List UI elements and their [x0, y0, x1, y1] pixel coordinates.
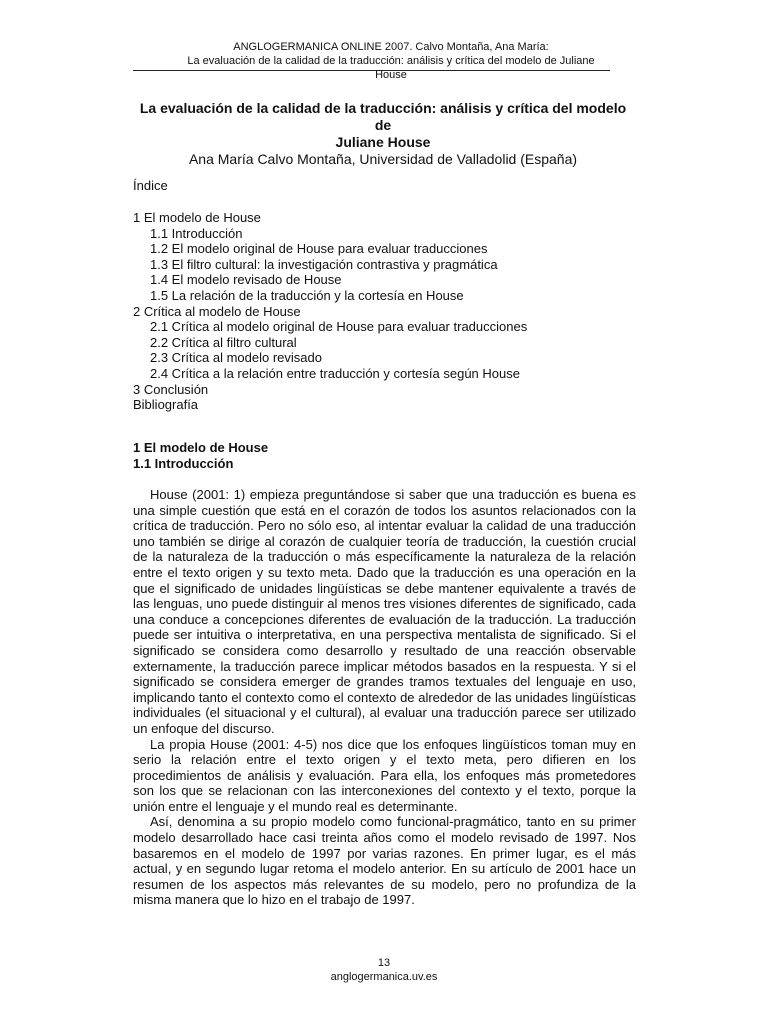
toc-item: 2.4 Crítica a la relación entre traducción y cortesía según House	[150, 365, 520, 381]
section-heading	[133, 440, 268, 471]
body-paragraph: La propia House (2001: 4-5) nos dice que los enfoques lingüísticos toman muy en serio la relación entre el texto origen y el texto meta, pero difieren en los procedimientos de análisis y evaluación. Para ella, los enfoques más prometedores son los que se relacionan con las interconexiones del contexto y el texto, porque la unión entre el lenguaje y el mundo real es determinante.	[133, 736, 636, 814]
article-title-line1: La evaluación de la calidad de la traducción: análisis y crítica del modelo de	[139, 100, 627, 133]
toc-item: 2.2 Crítica al filtro cultural	[150, 334, 297, 350]
body-paragraph: House (2001: 1) empieza preguntándose si saber que una traducción es buena es una simple cuestión que está en el corazón de todos los asuntos relacionados con la crítica de traducción. Pero no sólo eso, al intentar evaluar la calidad de una traducción uno también se dirige al corazón de cualquier teoría de traducción, la cuestión crucial de la naturaleza de la traducción o más específicamente la naturaleza de la relación entre el texto origen y su texto meta. Dado que la traducción es una operación en la que el significado de unidades lingüísticas se debe mantener equivalente a través de las lenguas, uno puede distinguir al menos tres visiones diferentes de significado, cada una conduce a concepciones diferentes de evaluación de la traducción. La traducción puede ser intuitiva o interpretativa, en una perspectiva mentalista de significado. Si el significado se considera como desarrollo y resultado de una reacción observable externamente, la traducción parece implicar métodos basados en la respuesta. Y si el significado se considera emerger de grandes tramos textuales del lenguaje en uso, implicando tanto el contexto como el contexto de alrededor de las unidades lingüísticas individuales (el situacional y el cultural), al evaluar una traducción parece ser utilizado un enfoque del discurso.	[133, 487, 636, 736]
header-article-line: La evaluación de la calidad de la traducción: análisis y crítica del modelo de Juliane House	[187, 55, 595, 81]
toc-item: Bibliografía	[133, 397, 199, 413]
toc-heading: Índice	[133, 178, 168, 193]
section-heading-sub: 1.1 Introducción	[133, 455, 234, 471]
toc-item: 2.3 Crítica al modelo revisado	[150, 350, 322, 366]
author-affiliation: Ana María Calvo Montaña, Universidad de Valladolid (España)	[188, 151, 578, 167]
toc-item: 1.4 El modelo revisado de House	[150, 272, 342, 288]
footer-site: anglogermanica.uv.es	[330, 971, 438, 983]
page-number: 13	[377, 957, 391, 969]
toc-item: 1.1 Introducción	[150, 225, 243, 241]
toc-item: 2 Crítica al modelo de House	[133, 303, 301, 319]
toc-item: 1.5 La relación de la traducción y la cortesía en House	[150, 287, 464, 303]
body-paragraph: Así, denomina a su propio modelo como funcional-pragmático, tanto en su primer modelo desarrollado hace casi treinta años como el modelo revisado de 1997. Nos basaremos en el modelo de 1997 por varias razones. En primer lugar, es el más actual, y en segundo lugar retoma el modelo anterior. En su artículo de 2001 hace un resumen de los aspectos más relevantes de su modelo, pero no profundiza de la misma manera que lo hizo en el trabajo de 1997.	[133, 814, 636, 908]
toc-item: 2.1 Crítica al modelo original de House para evaluar traducciones	[150, 319, 528, 335]
toc-item: 1 El modelo de House	[133, 210, 261, 225]
article-title-line2: Juliane House	[335, 134, 431, 150]
body-text	[133, 487, 636, 908]
title-block	[133, 100, 633, 168]
header-journal-line: ANGLOGERMANICA ONLINE 2007. Calvo Montaña, Ana María:	[233, 41, 549, 53]
page-footer	[284, 956, 484, 984]
table-of-contents	[133, 210, 633, 413]
toc-item: 1.2 El modelo original de House para evaluar traducciones	[150, 241, 488, 257]
header-divider	[133, 70, 610, 71]
toc-item: 3 Conclusión	[133, 381, 209, 397]
toc-item: 1.3 El filtro cultural: la investigación contrastiva y pragmática	[150, 256, 498, 272]
running-header	[171, 40, 611, 82]
section-heading-main: 1 El modelo de House	[133, 440, 269, 455]
